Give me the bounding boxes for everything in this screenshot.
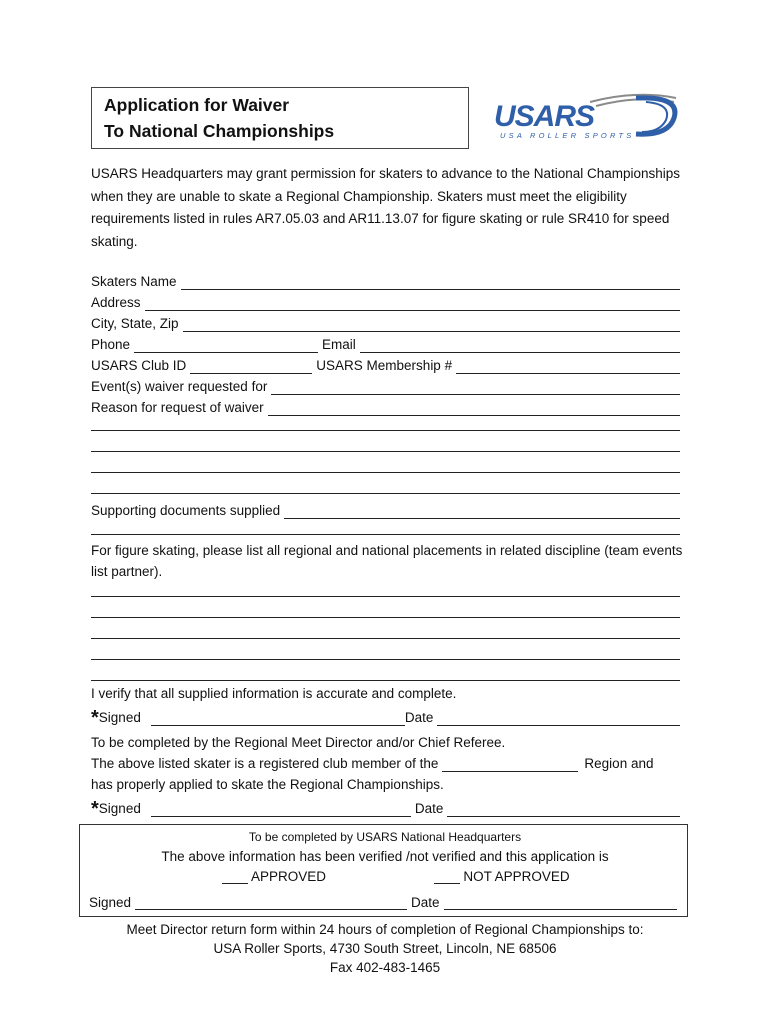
phone-email-row (91, 333, 680, 353)
hq-signed-label: Signed (89, 895, 132, 910)
title-line-2: To National Championships (104, 121, 335, 141)
date-label: Date (404, 710, 434, 725)
signed-label: Signed (98, 710, 141, 725)
hq-signature-row (89, 890, 677, 910)
skater-signature-field[interactable] (151, 711, 405, 726)
director-heading: To be completed by the Regional Meet Director and/or Chief Referee. (91, 735, 506, 750)
membership-label: USARS Membership # (316, 358, 453, 373)
club-membership-row (91, 354, 680, 374)
phone-label: Phone (91, 337, 131, 352)
membership-field[interactable] (456, 359, 680, 374)
approved-label: APPROVED (251, 869, 327, 884)
region-row (91, 752, 680, 772)
title-box (91, 87, 469, 149)
hq-verified-statement: The above information has been verified /not verified and this application is (161, 849, 609, 864)
supporting-docs-row (91, 499, 680, 519)
region-and-label: Region and (584, 756, 654, 771)
director-signature-row (91, 797, 680, 820)
skater-date-field[interactable] (437, 711, 680, 726)
reason-line-2[interactable] (91, 430, 680, 431)
verify-statement: I verify that all supplied information is accurate and complete. (91, 686, 457, 701)
supporting-docs-line-2[interactable] (91, 534, 680, 535)
director-line-2: has properly applied to skate the Regional Championships. (91, 777, 444, 792)
reason-line-3[interactable] (91, 451, 680, 452)
not-approved-checkline[interactable] (434, 869, 460, 884)
placements-line-4[interactable] (91, 659, 680, 660)
region-field[interactable] (442, 757, 578, 772)
reason-field[interactable] (268, 401, 680, 416)
figure-skating-note: For figure skating, please list all regional and national placements in related discipline (team events list partner). (91, 543, 683, 579)
club-id-label: USARS Club ID (91, 358, 187, 373)
usars-logo (486, 92, 678, 142)
reason-line-5[interactable] (91, 493, 680, 494)
logo-subtext: USA ROLLER SPORTS (500, 131, 635, 140)
skaters-name-label: Skaters Name (91, 274, 177, 289)
director-date-field[interactable] (447, 802, 680, 817)
club-id-field[interactable] (190, 359, 312, 374)
placements-line-5[interactable] (91, 680, 680, 681)
footer-fax: Fax 402-483-1465 (329, 960, 441, 975)
address-row (91, 291, 680, 311)
reason-row (91, 396, 680, 416)
hq-date-field[interactable] (444, 895, 677, 910)
director-signature-field[interactable] (151, 802, 411, 817)
hq-date-label: Date (411, 895, 440, 910)
skaters-name-row (91, 270, 680, 290)
address-label: Address (91, 295, 141, 310)
city-state-zip-row (91, 312, 680, 332)
region-statement-label: The above listed skater is a registered club member of the (91, 756, 439, 771)
approved-checkline[interactable] (222, 869, 248, 884)
city-state-zip-label: City, State, Zip (91, 316, 179, 331)
email-field[interactable] (360, 338, 680, 353)
events-field[interactable] (271, 380, 680, 395)
phone-field[interactable] (134, 338, 318, 353)
hq-heading: To be completed by USARS National Headquarters (248, 830, 522, 844)
supporting-docs-field[interactable] (284, 504, 680, 519)
skater-signature-row (91, 706, 680, 729)
intro-paragraph: USARS Headquarters may grant permission for skaters to advance to the National Championships when they are unable to skate a Regional Championship. Skaters must meet the eligibility requirements listed in rules AR7.05.03 and AR11.13.07 for figure skating or rule SR410 for speed skating. (91, 166, 681, 249)
reason-label: Reason for request of waiver (91, 400, 264, 415)
placements-line-2[interactable] (91, 617, 680, 618)
email-label: Email (322, 337, 356, 352)
events-label: Event(s) waiver requested for (91, 379, 268, 394)
date-label: Date (414, 801, 444, 816)
city-state-zip-field[interactable] (183, 317, 680, 332)
required-asterisk: * (91, 707, 99, 729)
title-line-1: Application for Waiver (104, 95, 290, 115)
approval-row (222, 869, 570, 884)
not-approved-label: NOT APPROVED (463, 869, 570, 884)
placements-line-1[interactable] (91, 596, 680, 597)
skaters-name-field[interactable] (181, 275, 680, 290)
reason-line-4[interactable] (91, 472, 680, 473)
logo-wordmark: USARS (494, 100, 595, 133)
placements-line-3[interactable] (91, 638, 680, 639)
footer-line-1: Meet Director return form within 24 hours of completion of Regional Championships to: (126, 922, 644, 937)
events-row (91, 375, 680, 395)
hq-signature-field[interactable] (135, 895, 407, 910)
supporting-docs-label: Supporting documents supplied (91, 503, 281, 518)
footer-address: USA Roller Sports, 4730 South Street, Lincoln, NE 68506 (213, 941, 557, 956)
required-asterisk: * (91, 798, 99, 820)
address-field[interactable] (145, 296, 680, 311)
signed-label: Signed (98, 801, 141, 816)
